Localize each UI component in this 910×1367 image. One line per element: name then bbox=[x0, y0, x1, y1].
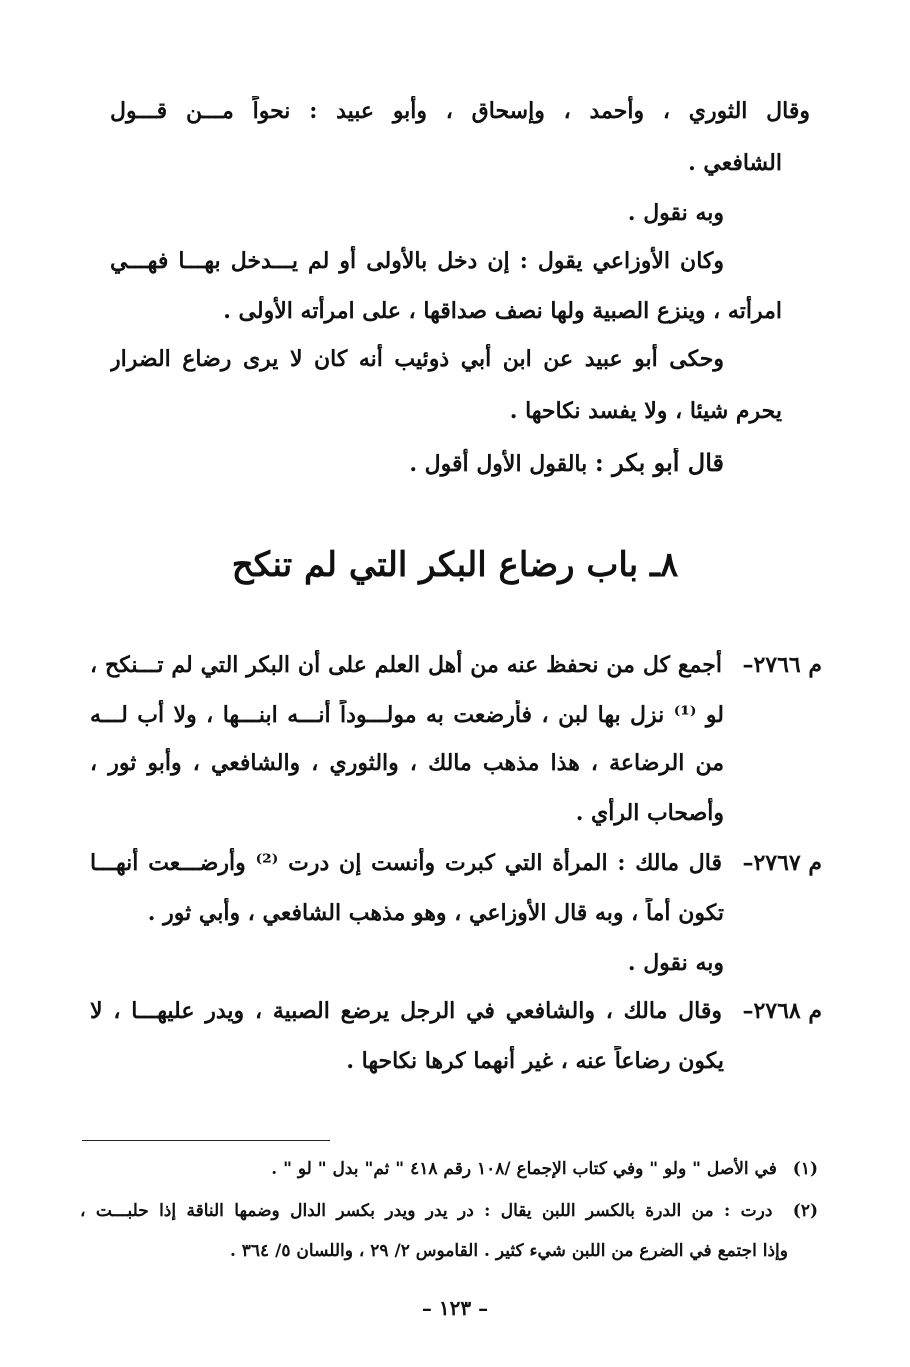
conclusion-text: بالقول الأول أقول . bbox=[409, 451, 588, 477]
entry-line: وأصحاب الرأي . bbox=[575, 800, 724, 826]
entry-line: وبه نقول . bbox=[627, 950, 724, 976]
entry-line: يكون رضاعاً عنه ، غير أنهما كرها نكاحها . bbox=[346, 1048, 724, 1074]
chapter-heading: ٨ـ باب رضاع البكر التي لم تنكح bbox=[231, 545, 679, 585]
entry-first-line: أجمع كل من نحفظ عنه من أهل العلم على أن البكر التي لم تـــنكح ، bbox=[90, 652, 722, 678]
footnote-1 bbox=[80, 1156, 818, 1182]
footnote-2-continued: وإذا اجتمع في الضرع من اللبن شيء كثير . القاموس ٢/ ٢٩ ، واللسان ٥/ ٣٦٤ . bbox=[229, 1241, 788, 1261]
entry-line: تكون أماً ، وبه قال الأوزاعي ، وهو مذهب الشافعي ، وأبي ثور . bbox=[147, 900, 724, 926]
footnote-text: في الأصل " ولو " وفي كتاب الإجماع /١٠٨ رقم ٤١٨ " ثم" بدل " لو " . bbox=[271, 1159, 777, 1179]
footnote-number: (١) bbox=[792, 1159, 818, 1179]
entry-first-line: قال مالك : المرأة التي كبرت وأنست إن درت ⁽²⁾ وأرضـــعت أنهـــا bbox=[90, 850, 722, 876]
entry-number: م ٢٧٦٧– bbox=[742, 850, 822, 876]
entry-line: لو ⁽¹⁾ نزل بها لبن ، فأرضعت به مولـــوداً أنـــه ابنـــها ، ولا أب لـــه bbox=[90, 702, 724, 728]
footnote-number: (٢) bbox=[792, 1201, 818, 1221]
entry-line: من الرضاعة ، هذا مذهب مالك ، والثوري ، والشافعي ، وأبو ثور ، bbox=[90, 750, 724, 776]
paragraph-line: وحكى أبو عبيد عن ابن أبي ذوئيب أنه كان لا يرى رضاع الضرار bbox=[110, 346, 724, 372]
paragraph-line: الشافعي . bbox=[688, 150, 782, 176]
entry-number: م ٢٧٦٦– bbox=[742, 652, 822, 678]
paragraph-line: امرأته ، وينزع الصبية ولها نصف صداقها ، على امرأته الأولى . bbox=[223, 298, 782, 324]
paragraph-line: يحرم شيئا ، ولا يفسد نكاحها . bbox=[509, 398, 782, 424]
footnote-text: درت : من الدرة بالكسر اللبن يقال : در يدر ويدر بكسر الدال وضمها الناقة إذا حلبـــت ، bbox=[80, 1201, 773, 1221]
entry-first-line: وقال مالك ، والشافعي في الرجل يرضع الصبية ، ويدر عليهـــا ، لا bbox=[90, 998, 722, 1024]
page-number: – ١٢٣ – bbox=[421, 1296, 489, 1320]
entry-number: م ٢٧٦٨– bbox=[742, 998, 822, 1024]
paragraph-line: وبه نقول . bbox=[627, 200, 724, 226]
paragraph-line: وقال الثوري ، وأحمد ، وإسحاق ، وأبو عبيد : نحواً مـــن قـــول bbox=[110, 98, 810, 124]
paragraph-line: وكان الأوزاعي يقول : إن دخل بالأولى أو لم يـــدخل بهـــا فهـــي bbox=[110, 248, 724, 274]
footnote-2 bbox=[80, 1198, 818, 1224]
conclusion-line bbox=[110, 448, 724, 479]
conclusion-speaker: قال أبو بكر : bbox=[594, 448, 724, 477]
footnote-divider bbox=[82, 1140, 330, 1141]
